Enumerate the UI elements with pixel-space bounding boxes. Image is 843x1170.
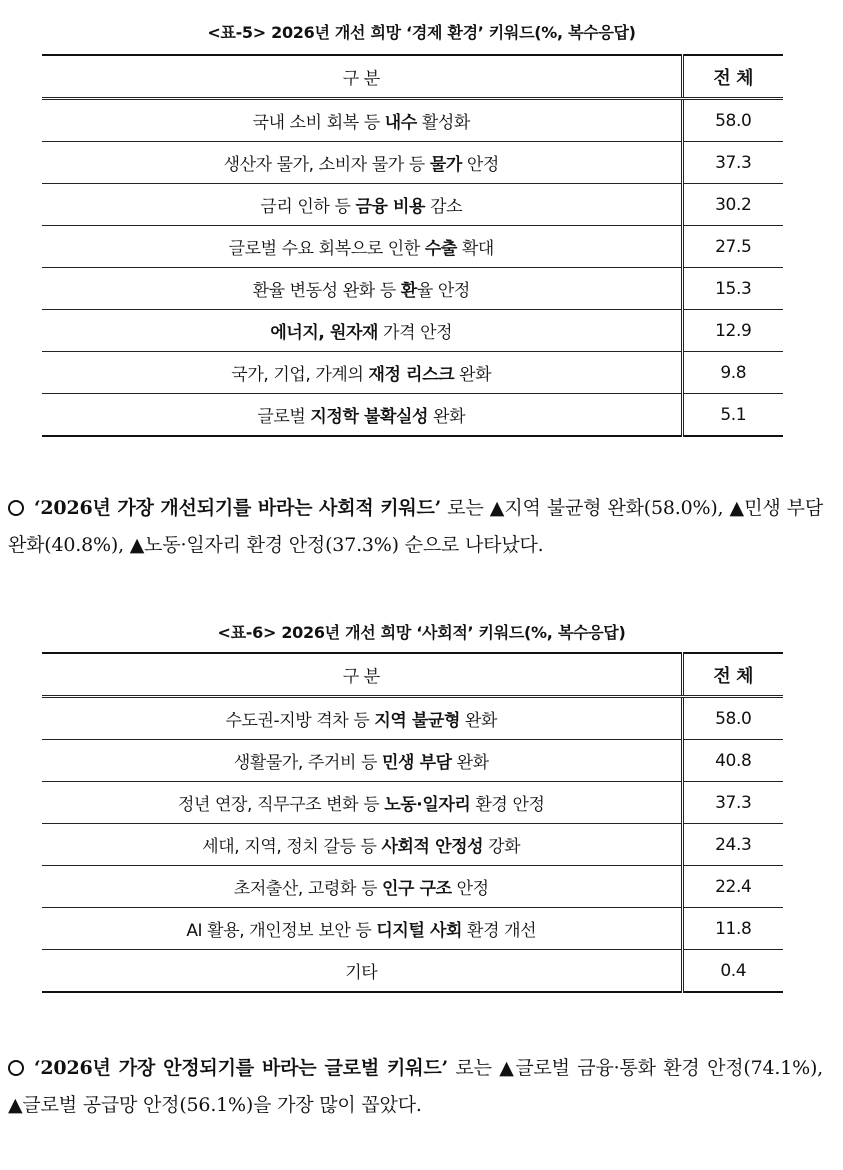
row-category: [42, 908, 682, 950]
category-bold: 인구 구조: [382, 879, 452, 899]
table5-header-category: 구 분: [42, 55, 682, 99]
category-pre: 생산자 물가, 소비자 물가 등: [223, 155, 430, 175]
row-category: [42, 99, 682, 142]
category-pre: 국내 소비 회복 등: [252, 113, 385, 133]
category-pre: 글로벌: [257, 407, 311, 427]
category-post: 활성화: [416, 113, 470, 133]
table6-header-row: [42, 653, 783, 697]
category-post: 완화: [428, 407, 466, 427]
table5-header-value: 전 체: [682, 55, 783, 99]
table-row: [42, 226, 783, 268]
table6-header-category: 구 분: [42, 653, 682, 697]
table6-header-value: 전 체: [682, 653, 783, 697]
paragraph-social-keywords: [8, 490, 823, 564]
category-bold: 환: [400, 281, 417, 301]
row-category: [42, 824, 682, 866]
table6: [42, 652, 783, 993]
category-bold: 민생 부담: [382, 753, 452, 773]
category-post: 안정: [451, 879, 489, 899]
row-value: 9.8: [682, 352, 783, 394]
para2-quote: ‘2026년 가장 안정되기를 바라는 글로벌 키워드’: [34, 1057, 448, 1079]
category-post: 확대: [456, 239, 494, 259]
category-pre: 생활물가, 주거비 등: [233, 753, 383, 773]
category-pre: 세대, 지역, 정치 갈등 등: [202, 837, 382, 857]
row-value: 40.8: [682, 740, 783, 782]
table-row: [42, 310, 783, 352]
row-value: 5.1: [682, 394, 783, 437]
para1-quote: ‘2026년 가장 개선되기를 바라는 사회적 키워드’: [34, 497, 442, 519]
table-row: [42, 908, 783, 950]
category-bold: 금융 비용: [355, 197, 426, 217]
row-value: 11.8: [682, 908, 783, 950]
table-row: [42, 740, 783, 782]
table5-caption: <표-5> 2026년 개선 희망 ‘경제 환경’ 키워드(%, 복수응답): [207, 23, 636, 42]
table6-caption: <표-6> 2026년 개선 희망 ‘사회적’ 키워드(%, 복수응답): [217, 623, 626, 642]
category-pre: AI 활용, 개인정보 보안 등: [186, 921, 377, 941]
category-post: 완화: [454, 365, 492, 385]
table-row: [42, 950, 783, 993]
category-bold: 내수: [384, 113, 417, 133]
row-category: [42, 394, 682, 437]
table-row: [42, 142, 783, 184]
category-post: 안정: [461, 155, 499, 175]
category-post: 가격 안정: [378, 323, 453, 343]
category-bold: 디지털 사회: [376, 921, 463, 941]
category-bold: 지정학 불확실성: [310, 407, 429, 427]
row-value: 24.3: [682, 824, 783, 866]
category-post: 환경 개선: [462, 921, 537, 941]
row-category: [42, 142, 682, 184]
row-category: [42, 782, 682, 824]
category-bold: 에너지, 원자재: [270, 323, 379, 343]
table5-header-row: [42, 55, 783, 99]
row-category: [42, 950, 682, 993]
table6-body: [42, 697, 783, 993]
category-bold: 수출: [424, 239, 457, 259]
category-bold: 노동·일자리: [384, 795, 471, 815]
circle-bullet-icon: [8, 500, 24, 516]
row-category: [42, 226, 682, 268]
category-post: 환경 안정: [470, 795, 545, 815]
category-post: 완화: [460, 711, 498, 731]
row-category: [42, 184, 682, 226]
row-value: 58.0: [682, 697, 783, 740]
row-value: 22.4: [682, 866, 783, 908]
table-row: [42, 394, 783, 437]
table-row: [42, 866, 783, 908]
category-pre: 기타: [345, 963, 378, 983]
row-value: 0.4: [682, 950, 783, 993]
table-row: [42, 352, 783, 394]
row-category: [42, 740, 682, 782]
category-bold: 사회적 안정성: [381, 837, 484, 857]
category-pre: 글로벌 수요 회복으로 인한: [228, 239, 425, 259]
row-category: [42, 310, 682, 352]
category-post: 감소: [425, 197, 463, 217]
row-value: 12.9: [682, 310, 783, 352]
row-value: 27.5: [682, 226, 783, 268]
circle-bullet-icon: [8, 1060, 24, 1076]
row-value: 58.0: [682, 99, 783, 142]
category-post: 완화: [451, 753, 489, 773]
category-bold: 물가: [429, 155, 462, 175]
table-row: [42, 184, 783, 226]
para1-text: 로는 ▲지역 불균형 완화(58.0%), ▲민생 부담 완화(40.8%), ▲노동·일자리 환경 안정(37.3%) 순으로 나타났다.: [8, 497, 823, 556]
table-row: [42, 99, 783, 142]
row-category: [42, 697, 682, 740]
category-pre: 정년 연장, 직무구조 변화 등: [177, 795, 385, 815]
table5: [42, 54, 783, 437]
row-category: [42, 352, 682, 394]
category-pre: 초저출산, 고령화 등: [233, 879, 383, 899]
category-pre: 국가, 기업, 가계의: [231, 365, 369, 385]
category-bold: 지역 불균형: [374, 711, 460, 731]
row-value: 37.3: [682, 782, 783, 824]
row-category: [42, 268, 682, 310]
row-value: 30.2: [682, 184, 783, 226]
row-value: 15.3: [682, 268, 783, 310]
category-pre: 환율 변동성 완화 등: [252, 281, 401, 301]
paragraph-global-keywords: [8, 1050, 823, 1124]
table5-body: [42, 99, 783, 437]
table-row: [42, 824, 783, 866]
table-row: [42, 697, 783, 740]
category-post: 강화: [483, 837, 521, 857]
row-value: 37.3: [682, 142, 783, 184]
category-post: 율 안정: [416, 281, 470, 301]
table-row: [42, 782, 783, 824]
row-category: [42, 866, 682, 908]
category-bold: 재정 리스크: [368, 365, 455, 385]
category-pre: 수도권-지방 격차 등: [225, 711, 375, 731]
table-row: [42, 268, 783, 310]
category-pre: 금리 인하 등: [260, 197, 356, 217]
para2-text: 로는 ▲글로벌 금융·통화 환경 안정(74.1%), ▲글로벌 공급망 안정(56.1%)을 가장 많이 꼽았다.: [8, 1057, 824, 1116]
